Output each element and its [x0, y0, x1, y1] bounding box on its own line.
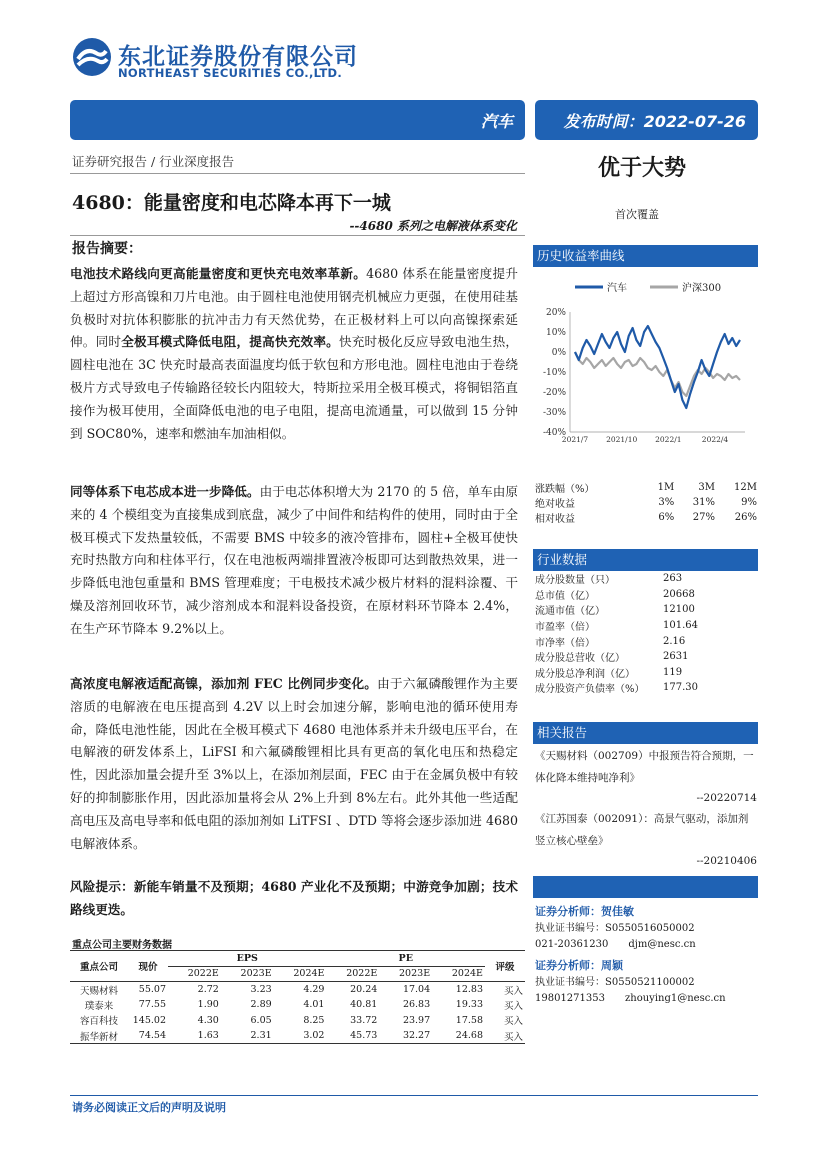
returns-value: 9%	[741, 497, 757, 508]
returns-header: 12M	[734, 482, 757, 493]
year-header: 2022E	[187, 968, 219, 980]
p2-lead: 同等体系下电芯成本进一步降低。	[70, 484, 260, 499]
table-cell: 3.02	[303, 1030, 325, 1041]
p1-lead: 电池技术路线向更高能量密度和更快充电效率革新。	[70, 266, 367, 281]
industry-row	[535, 680, 757, 696]
col-eps: EPS	[168, 951, 326, 967]
table-cell: 买入	[503, 1031, 523, 1043]
table-row	[70, 982, 525, 998]
returns-header: 1M	[657, 482, 675, 493]
year-header: 2022E	[346, 968, 378, 980]
company-name-cn: 东北证券股份有限公司	[118, 44, 358, 70]
table-cell: 容百科技	[79, 1016, 118, 1028]
x-tick-label: 2022/4	[701, 435, 729, 444]
table-cell: 1.63	[197, 1030, 219, 1041]
p1-lead-2: 全极耳模式降低电阻，提高快充效率。	[121, 334, 339, 350]
p3-lead: 高浓度电解液适配高镍，添加剂 FEC 比例同步变化。	[70, 676, 378, 691]
industry-value: 101.64	[663, 620, 698, 632]
table-cell: 20.24	[350, 984, 378, 995]
industry-label: 成分股总营收（亿）	[535, 653, 625, 665]
rating-note: 首次覆盖	[615, 208, 659, 221]
table-cell: 74.54	[138, 1030, 166, 1041]
related-date: --20210406	[696, 855, 757, 867]
y-tick-label: -10%	[542, 368, 566, 378]
industry-row	[535, 649, 757, 665]
industry-label: 总市值（亿）	[535, 590, 595, 602]
industry-value: 2.16	[663, 635, 686, 647]
publish-date: 发布时间：2022-07-26	[563, 111, 746, 131]
table-cell: 买入	[503, 1016, 523, 1028]
report-subtitle: --4680 系列之电解液体系变化	[349, 219, 517, 233]
analyst-name: 贺佳敏	[601, 905, 634, 918]
paragraph-2	[70, 481, 518, 641]
industry-label: 成分股数量（只）	[535, 575, 615, 587]
table-cell: 8.25	[303, 1014, 325, 1026]
paragraph-1	[70, 263, 518, 445]
y-tick-label: -30%	[542, 408, 566, 418]
analyst-cert: 执业证书编号：S0550521100002	[535, 977, 695, 988]
sector-band	[70, 100, 525, 140]
table-cell: 77.55	[138, 999, 166, 1011]
industry-row	[535, 587, 757, 603]
y-tick-label: -40%	[542, 428, 566, 438]
industry-value: 12100	[663, 604, 695, 616]
p1-text-a: 4680 体系在能量密度提升上超过方形高镍和刀片电池。由于圆柱电池使用钢壳机械应力更强，在使用硅基负极时对抗体积膨胀的抗冲击力有天然优势，在正极材料上可以向高镍探索延伸。同时	[70, 266, 519, 350]
year-header: 2024E	[293, 968, 325, 980]
year-header: 2023E	[240, 968, 272, 980]
analyst-2	[535, 958, 757, 1007]
divider-title	[70, 235, 525, 236]
table-cell: 璞泰来	[84, 1000, 114, 1012]
table-cell: 19.33	[455, 999, 483, 1011]
table-cell: 2.72	[197, 984, 219, 995]
table-cell: 12.83	[455, 984, 483, 995]
table-row	[70, 1028, 525, 1044]
divider-top	[70, 173, 525, 174]
table-cell: 1.90	[197, 999, 219, 1011]
returns-table	[535, 480, 757, 525]
p2-text: 由于电芯体积增大为 2170 的 5 倍，单车由原来的 4 个模组变为直接集成到底盘，减少了中间件和结构件的使用，同时由于全极耳模式下发热量较低，不需要 BMS 中较多的液冷管排布，圆柱+全极耳使快充时热散方向和柱体平行，仅在电池板两端排置液冷板即可达到散热效果，进一步降低电池包重量和 BMS 管理难度；干电极技术减少极片材料的混料涂覆、干燥及溶剂回收环节，减少溶剂成本和混料设备投资，在原材料环节降本 2.4%，在生产环节降本 9.2%以上。	[70, 484, 519, 636]
table-row	[70, 997, 525, 1013]
risk-text: 风险提示：新能车销量不及预期；4680 产业化不及预期；中游竞争加剧；技术路线更迭。	[70, 879, 518, 917]
analyst-phone: 19801271353	[535, 993, 605, 1004]
col-pe: PE	[326, 951, 485, 967]
legend-label: 沪深300	[682, 283, 722, 294]
table-cell: 天赐材料	[79, 985, 118, 997]
return-chart	[535, 272, 757, 450]
industry-heading: 行业数据	[533, 549, 758, 571]
related-heading: 相关报告	[533, 722, 758, 744]
legend-label: 汽车	[607, 283, 627, 294]
doc-type: 证券研究报告 / 行业深度报告	[72, 154, 235, 169]
col-price: 现价	[138, 962, 158, 973]
table-cell: 40.81	[350, 999, 378, 1011]
industry-row	[535, 633, 757, 649]
returns-value: 6%	[658, 512, 675, 523]
paragraph-3	[70, 673, 518, 855]
sector-label: 汽车	[480, 111, 513, 131]
table-cell: 4.30	[197, 1014, 219, 1026]
industry-label: 流通市值（亿）	[535, 606, 605, 618]
industry-value: 20668	[663, 588, 695, 600]
table-row	[70, 1013, 525, 1029]
table-cell: 45.73	[350, 1030, 378, 1041]
table-cell: 33.72	[350, 1014, 378, 1026]
returns-value: 26%	[734, 512, 757, 523]
analyst-label: 证券分析师：	[535, 959, 601, 972]
returns-value: 3%	[658, 497, 675, 508]
industry-row	[535, 602, 757, 618]
table-cell: 17.58	[455, 1014, 483, 1026]
y-tick-label: 10%	[545, 328, 566, 338]
footer-disclaimer[interactable]: 请务必阅读正文后的声明及说明	[72, 1101, 226, 1114]
table-cell: 145.02	[132, 1014, 166, 1026]
col-rating: 评级	[495, 962, 515, 973]
company-name-en: NORTHEAST SECURITIES CO.,LTD.	[118, 66, 342, 80]
analyst-email[interactable]: djm@nesc.cn	[628, 939, 696, 950]
analyst-bar	[533, 876, 758, 898]
table-cell: 3.23	[250, 984, 272, 995]
industry-value: 177.30	[663, 682, 698, 694]
year-header: 2024E	[451, 968, 483, 980]
table-cell: 23.97	[402, 1014, 431, 1026]
y-tick-label: -20%	[542, 388, 566, 398]
chart-heading: 历史收益率曲线	[533, 245, 758, 267]
table-cell: 6.05	[250, 1014, 272, 1026]
table-cell: 买入	[503, 985, 523, 997]
industry-label: 成分股资产负债率（%）	[535, 684, 645, 696]
table-cell: 26.83	[402, 999, 431, 1011]
financial-table	[70, 950, 525, 1044]
x-tick-label: 2021/10	[606, 435, 638, 444]
y-tick-label: 20%	[545, 308, 566, 318]
table-cell: 2.89	[250, 999, 272, 1011]
footer-divider	[70, 1095, 758, 1096]
rating: 优于大势	[598, 155, 687, 181]
table-cell: 32.27	[402, 1030, 431, 1041]
industry-value: 119	[663, 666, 683, 678]
table-cell: 55.07	[138, 984, 166, 995]
related-item[interactable]: 《江苏国泰（002091）：高景气驱动，添加剂竖立核心壁垒》	[535, 813, 749, 847]
industry-row	[535, 618, 757, 634]
table-cell: 振华新材	[79, 1031, 118, 1043]
y-tick-label: 0%	[551, 348, 566, 358]
analyst-cert: 执业证书编号：S0550516050002	[535, 923, 695, 934]
returns-label: 相对收益	[535, 514, 575, 525]
col-company: 重点公司	[79, 962, 118, 973]
returns-value: 27%	[692, 512, 715, 523]
returns-header: 涨跌幅（%）	[535, 484, 595, 495]
table-cell: 2.31	[250, 1030, 272, 1041]
risk-warning	[70, 876, 518, 922]
related-date: --20220714	[696, 792, 757, 804]
table-cell: 24.68	[455, 1030, 483, 1041]
year-header: 2023E	[399, 968, 431, 980]
analyst-name: 周颖	[601, 959, 623, 972]
analyst-phone: 021-20361230	[535, 939, 609, 950]
logo	[72, 37, 112, 77]
returns-header: 3M	[698, 482, 715, 493]
x-tick-label: 2021/7	[561, 435, 589, 444]
industry-label: 市盈率（倍）	[535, 622, 595, 634]
logo-mark-icon	[72, 37, 112, 77]
returns-value: 31%	[692, 497, 715, 508]
p1-text-b: 快充时极化反应导致电池生热，圆柱电池在 3C 快充时最高表面温度均低于软包和方形电池。圆柱电池由于卷绕极片方式导致电子传输路径较长内阻较大，特斯拉采用全极耳模式，将铜铝箔直接作为极耳使用，全面降低电池的电子电阻，提高电流通量，可以做到 15 分钟到 SOC80%，速率和燃油车加油相似。	[70, 334, 519, 441]
analyst-label: 证券分析师：	[535, 905, 601, 918]
industry-row	[535, 665, 757, 681]
returns-label: 绝对收益	[535, 499, 575, 510]
fin-table-title: 重点公司主要财务数据	[72, 940, 172, 951]
industry-row	[535, 571, 757, 587]
table-cell: 4.01	[303, 999, 325, 1011]
p3-text: 由于六氟磷酸锂作为主要溶质的电解液在电压提高到 4.2V 以上时会加速分解，影响电池的循环使用寿命，降低电池性能，因此在全极耳模式下 4680 电池体系并未升级电压平台，在电解液的研发体系上，LiFSI 和六氟磷酸锂相比具有更高的氧化电压和热稳定性，因此添加量会提升至 3%以上，在添加剂层面，FEC 由于在金属负极中有较好的抑制膨胀作用，因此添加量将会从 2%上升到 8%左右。此外其他一些适配高电压及高电导率和低电阻的添加剂如 LiTFSI 、DTD 等将会逐步添加进 4680 电解液体系。	[70, 676, 518, 851]
industry-label: 市净率（倍）	[535, 637, 595, 649]
industry-value: 263	[663, 573, 683, 585]
summary-heading: 报告摘要：	[72, 241, 142, 257]
industry-table	[535, 571, 757, 696]
publish-band	[535, 100, 758, 140]
x-tick-label: 2022/1	[655, 435, 682, 444]
industry-value: 2631	[663, 651, 689, 663]
analyst-email[interactable]: zhouying1@nesc.cn	[625, 993, 726, 1004]
table-cell: 17.04	[402, 984, 431, 995]
industry-label: 成分股总净利润（亿）	[535, 668, 635, 680]
table-cell: 4.29	[303, 984, 325, 995]
report-title: 4680：能量密度和电芯降本再下一城	[72, 192, 391, 214]
table-cell: 买入	[503, 1000, 523, 1012]
analyst-1	[535, 904, 757, 953]
related-item[interactable]: 《天赐材料（002709）中报预告符合预期，一体化降本维持吨净利》	[535, 750, 754, 784]
